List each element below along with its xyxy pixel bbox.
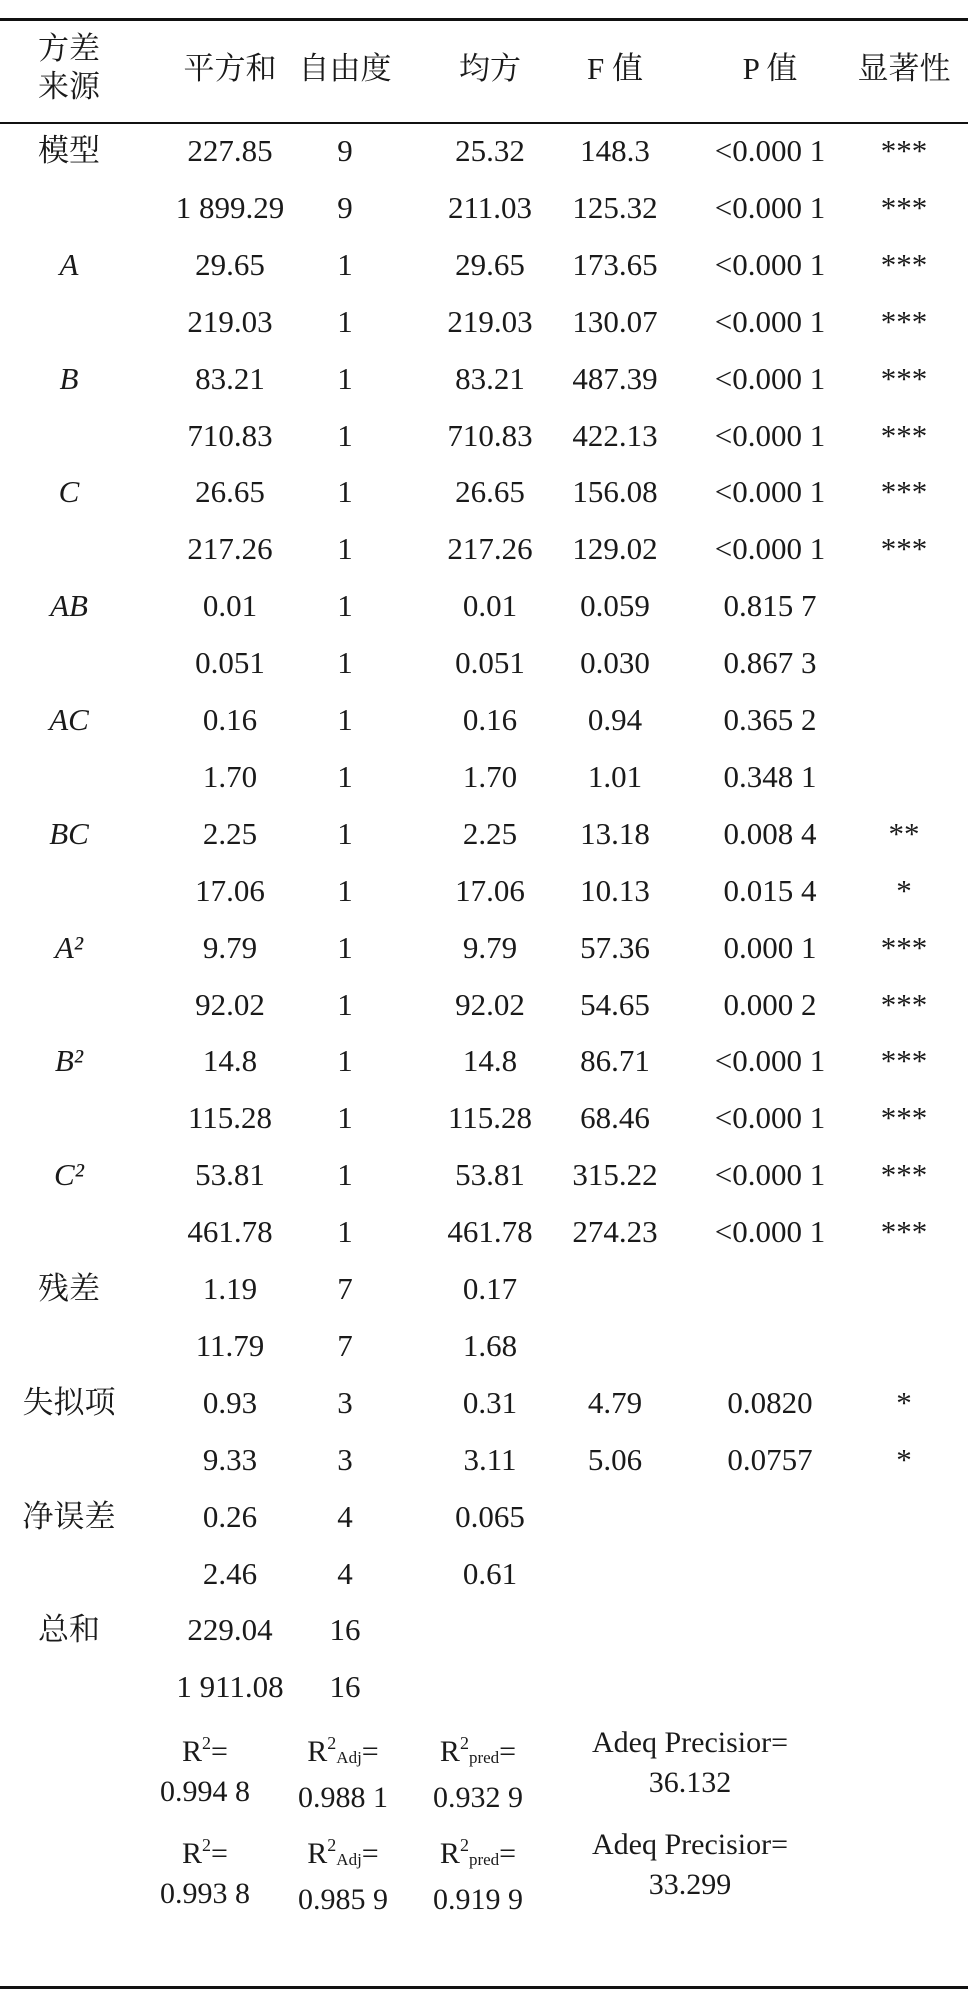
- cell-mean-square: 1.68: [462, 1327, 518, 1363]
- cell-significance: [840, 644, 968, 682]
- cell-mean-square: 53.81: [455, 1157, 525, 1193]
- row-source: [0, 644, 138, 682]
- row-source: C: [58, 474, 80, 510]
- cell-significance: [840, 1611, 968, 1649]
- cell-degrees-of-freedom: 1: [337, 815, 353, 851]
- cell-mean-square: 14.8: [462, 1043, 518, 1079]
- cell-mean-square: 29.65: [455, 246, 525, 282]
- cell-sum-of-squares: 1.19: [202, 1271, 258, 1306]
- top-rule: [0, 18, 968, 21]
- cell-degrees-of-freedom: 4: [337, 1498, 353, 1534]
- header-mean-square: 均方: [459, 51, 521, 86]
- cell-significance: [840, 1668, 968, 1706]
- cell-f-value: 315.22: [572, 1157, 658, 1193]
- cell-significance: [840, 758, 968, 796]
- cell-f-value: 148.3: [580, 133, 650, 168]
- cell-f-value: [545, 1327, 685, 1365]
- predicted-r-squared: $R^2_{pred}=$ 0.919 9: [433, 1835, 523, 1916]
- cell-f-value: 0.94: [587, 702, 643, 737]
- row-source: [0, 1441, 138, 1479]
- cell-degrees-of-freedom: 1: [337, 1157, 353, 1193]
- cell-degrees-of-freedom: 7: [337, 1271, 353, 1306]
- cell-mean-square: 115.28: [447, 1100, 533, 1136]
- cell-significance: *: [896, 1441, 912, 1477]
- cell-sum-of-squares: 9.79: [202, 929, 258, 965]
- row-source: AB: [50, 588, 88, 624]
- cell-sum-of-squares: 17.06: [195, 872, 265, 908]
- cell-f-value: 125.32: [572, 189, 658, 225]
- cell-p-value: 0.365 2: [723, 702, 817, 737]
- cell-degrees-of-freedom: 7: [337, 1327, 353, 1363]
- row-source: [0, 189, 138, 227]
- cell-degrees-of-freedom: 9: [337, 189, 353, 225]
- header-degrees-of-freedom: 自由度: [298, 51, 392, 86]
- cell-significance: ***: [880, 1157, 928, 1193]
- cell-f-value: 4.79: [587, 1384, 643, 1420]
- cell-significance: ***: [880, 986, 928, 1022]
- row-source: [0, 1555, 138, 1593]
- cell-significance: **: [888, 815, 920, 851]
- row-source: [0, 303, 138, 341]
- cell-f-value: 13.18: [580, 815, 650, 851]
- row-source: [0, 758, 138, 796]
- cell-sum-of-squares: 227.85: [187, 133, 273, 168]
- cell-p-value: [680, 1327, 860, 1365]
- cell-f-value: 129.02: [572, 531, 658, 567]
- cell-sum-of-squares: 1 911.08: [176, 1669, 284, 1705]
- adequate-precision: Adeq Precisior= 36.132: [591, 1726, 789, 1799]
- row-source: [0, 872, 138, 910]
- predicted-r-squared: $R^2_{pred}=$ 0.932 9: [433, 1733, 523, 1814]
- cell-p-value: <0.000 1: [714, 1214, 826, 1250]
- cell-significance: ***: [880, 417, 928, 453]
- cell-degrees-of-freedom: 1: [337, 872, 353, 908]
- row-source: 净误差: [22, 1498, 116, 1534]
- r-squared: $R^2=$ 0.994 8: [160, 1733, 250, 1808]
- cell-sum-of-squares: 9.33: [202, 1441, 258, 1477]
- cell-degrees-of-freedom: 1: [337, 1214, 353, 1250]
- cell-sum-of-squares: 29.65: [195, 246, 265, 282]
- cell-mean-square: 0.61: [462, 1555, 518, 1591]
- row-source: B²: [54, 1043, 84, 1079]
- header-rule: [0, 122, 968, 124]
- cell-degrees-of-freedom: 1: [337, 588, 353, 624]
- cell-p-value: <0.000 1: [714, 360, 826, 396]
- cell-sum-of-squares: 2.25: [202, 815, 258, 851]
- cell-sum-of-squares: 0.16: [202, 702, 258, 737]
- cell-p-value: [680, 1555, 860, 1593]
- cell-degrees-of-freedom: 16: [329, 1669, 361, 1705]
- cell-significance: [840, 587, 968, 625]
- header-significance: 显著性: [857, 51, 951, 86]
- r-squared: $R^2=$ 0.993 8: [160, 1835, 250, 1910]
- cell-degrees-of-freedom: 3: [337, 1441, 353, 1477]
- cell-degrees-of-freedom: 1: [337, 360, 353, 396]
- cell-f-value: 54.65: [580, 986, 650, 1022]
- cell-sum-of-squares: 26.65: [195, 474, 265, 510]
- cell-f-value: 10.13: [580, 872, 650, 908]
- cell-p-value: [680, 1668, 860, 1706]
- cell-degrees-of-freedom: 1: [337, 303, 353, 339]
- cell-sum-of-squares: 710.83: [187, 417, 273, 453]
- cell-f-value: 1.01: [587, 758, 643, 794]
- row-source: [0, 417, 138, 455]
- cell-degrees-of-freedom: 1: [337, 246, 353, 282]
- cell-mean-square: 211.03: [447, 189, 533, 225]
- cell-mean-square: 0.065: [455, 1498, 525, 1534]
- row-source: 总和: [38, 1612, 100, 1648]
- cell-significance: [840, 1327, 968, 1365]
- cell-mean-square: 461.78: [447, 1214, 533, 1250]
- row-source: [0, 1099, 138, 1137]
- cell-p-value: [680, 1611, 860, 1649]
- row-source: A: [59, 246, 79, 282]
- row-source: 模型: [38, 133, 100, 168]
- cell-significance: ***: [880, 474, 928, 510]
- cell-p-value: 0.0820: [727, 1384, 813, 1420]
- cell-p-value: <0.000 1: [714, 303, 826, 339]
- cell-mean-square: 710.83: [447, 417, 533, 453]
- row-source: C²: [54, 1157, 84, 1193]
- cell-f-value: 130.07: [572, 303, 658, 339]
- cell-significance: ***: [880, 189, 928, 225]
- cell-f-value: [545, 1555, 685, 1593]
- cell-p-value: 0.008 4: [723, 815, 817, 851]
- cell-degrees-of-freedom: 1: [337, 1100, 353, 1136]
- cell-f-value: [545, 1270, 685, 1308]
- cell-f-value: 156.08: [572, 474, 658, 510]
- header-source: [0, 30, 138, 106]
- cell-significance: *: [896, 1384, 912, 1420]
- cell-p-value: <0.000 1: [714, 133, 826, 168]
- cell-mean-square: 17.06: [455, 872, 525, 908]
- cell-significance: ***: [880, 1100, 928, 1136]
- cell-f-value: 0.030: [580, 645, 650, 681]
- cell-f-value: 274.23: [572, 1214, 658, 1250]
- cell-sum-of-squares: 0.01: [202, 588, 258, 624]
- cell-mean-square: 219.03: [447, 303, 533, 339]
- cell-degrees-of-freedom: 4: [337, 1555, 353, 1591]
- cell-degrees-of-freedom: 1: [337, 531, 353, 567]
- cell-significance: [840, 1498, 968, 1536]
- cell-mean-square: 92.02: [455, 986, 525, 1022]
- row-source: [0, 986, 138, 1024]
- cell-p-value: 0.000 2: [723, 986, 817, 1022]
- cell-f-value: 57.36: [580, 929, 650, 965]
- cell-sum-of-squares: 217.26: [187, 531, 273, 567]
- row-source: 残差: [38, 1271, 100, 1306]
- cell-degrees-of-freedom: 3: [337, 1384, 353, 1420]
- cell-p-value: 0.0757: [727, 1441, 813, 1477]
- cell-sum-of-squares: 14.8: [202, 1043, 258, 1079]
- cell-degrees-of-freedom: 9: [337, 133, 353, 168]
- cell-mean-square: 25.32: [455, 133, 525, 168]
- cell-mean-square: 9.79: [462, 929, 518, 965]
- cell-f-value: 86.71: [580, 1043, 650, 1079]
- cell-p-value: [680, 1498, 860, 1536]
- row-source: AC: [49, 702, 89, 737]
- adjusted-r-squared: $R^2_{Adj}=$ 0.988 1: [298, 1733, 388, 1814]
- cell-p-value: 0.867 3: [723, 645, 817, 681]
- cell-f-value: 5.06: [587, 1441, 643, 1477]
- cell-degrees-of-freedom: 1: [337, 417, 353, 453]
- row-source: 失拟项: [22, 1384, 116, 1420]
- cell-mean-square: [420, 1611, 560, 1649]
- row-source: BC: [49, 815, 89, 851]
- cell-f-value: [545, 1668, 685, 1706]
- cell-sum-of-squares: 229.04: [187, 1612, 273, 1648]
- cell-degrees-of-freedom: 1: [337, 758, 353, 794]
- cell-p-value: 0.015 4: [723, 872, 817, 908]
- cell-p-value: <0.000 1: [714, 531, 826, 567]
- cell-significance: *: [896, 872, 912, 908]
- cell-sum-of-squares: 0.26: [202, 1498, 258, 1534]
- row-source: [0, 1668, 138, 1706]
- cell-p-value: <0.000 1: [714, 417, 826, 453]
- cell-f-value: 0.059: [580, 588, 650, 624]
- cell-f-value: [545, 1498, 685, 1536]
- header-p-value: P 值: [742, 51, 798, 86]
- cell-significance: [840, 1270, 968, 1308]
- header-sum-of-squares: 平方和: [183, 51, 277, 86]
- cell-p-value: <0.000 1: [714, 1100, 826, 1136]
- cell-f-value: [545, 1611, 685, 1649]
- cell-mean-square: 83.21: [455, 360, 525, 396]
- cell-p-value: <0.000 1: [714, 189, 826, 225]
- cell-sum-of-squares: 1.70: [202, 758, 258, 794]
- cell-sum-of-squares: 2.46: [202, 1555, 258, 1591]
- cell-sum-of-squares: 115.28: [187, 1100, 273, 1136]
- cell-degrees-of-freedom: 1: [337, 929, 353, 965]
- cell-mean-square: 0.17: [462, 1271, 518, 1306]
- cell-p-value: 0.000 1: [723, 929, 817, 965]
- cell-degrees-of-freedom: 1: [337, 1043, 353, 1079]
- cell-p-value: <0.000 1: [714, 246, 826, 282]
- cell-mean-square: 0.051: [455, 645, 525, 681]
- cell-significance: ***: [880, 1043, 928, 1079]
- cell-mean-square: 0.16: [462, 702, 518, 737]
- cell-degrees-of-freedom: 16: [329, 1612, 361, 1648]
- header-source-line1: 方差: [38, 31, 100, 66]
- cell-significance: ***: [880, 246, 928, 282]
- cell-significance: ***: [880, 360, 928, 396]
- cell-f-value: 422.13: [572, 417, 658, 453]
- cell-p-value: <0.000 1: [714, 1157, 826, 1193]
- cell-significance: ***: [880, 1214, 928, 1250]
- row-source: [0, 1213, 138, 1251]
- row-source: B: [59, 360, 79, 396]
- cell-significance: [840, 701, 968, 739]
- cell-mean-square: 26.65: [455, 474, 525, 510]
- cell-mean-square: 0.31: [462, 1384, 518, 1420]
- cell-f-value: 487.39: [572, 360, 658, 396]
- cell-p-value: <0.000 1: [714, 474, 826, 510]
- cell-significance: ***: [880, 531, 928, 567]
- row-source: [0, 530, 138, 568]
- cell-f-value: 68.46: [580, 1100, 650, 1136]
- cell-mean-square: 1.70: [462, 758, 518, 794]
- row-source: [0, 1327, 138, 1365]
- header-source-line2: 来源: [38, 69, 100, 104]
- cell-mean-square: 217.26: [447, 531, 533, 567]
- cell-significance: ***: [880, 929, 928, 965]
- cell-degrees-of-freedom: 1: [337, 645, 353, 681]
- cell-significance: ***: [880, 133, 928, 168]
- bottom-rule: [0, 1986, 968, 1989]
- cell-degrees-of-freedom: 1: [337, 702, 353, 737]
- cell-p-value: 0.815 7: [723, 588, 817, 624]
- header-f-value: F 值: [587, 51, 643, 86]
- cell-p-value: 0.348 1: [723, 758, 817, 794]
- cell-sum-of-squares: 83.21: [195, 360, 265, 396]
- row-source: A²: [54, 929, 84, 965]
- cell-sum-of-squares: 0.93: [202, 1384, 258, 1420]
- cell-mean-square: 0.01: [462, 588, 518, 624]
- adjusted-r-squared: $R^2_{Adj}=$ 0.985 9: [298, 1835, 388, 1916]
- cell-sum-of-squares: 92.02: [195, 986, 265, 1022]
- cell-mean-square: [420, 1668, 560, 1706]
- cell-sum-of-squares: 0.051: [195, 645, 265, 681]
- cell-significance: ***: [880, 303, 928, 339]
- cell-sum-of-squares: 53.81: [195, 1157, 265, 1193]
- cell-sum-of-squares: 219.03: [187, 303, 273, 339]
- cell-degrees-of-freedom: 1: [337, 986, 353, 1022]
- cell-sum-of-squares: 1 899.29: [175, 189, 285, 225]
- cell-sum-of-squares: 11.79: [195, 1327, 265, 1363]
- cell-mean-square: 3.11: [463, 1441, 517, 1477]
- cell-mean-square: 2.25: [462, 815, 518, 851]
- cell-significance: [840, 1555, 968, 1593]
- cell-p-value: [680, 1270, 860, 1308]
- cell-degrees-of-freedom: 1: [337, 474, 353, 510]
- cell-f-value: 173.65: [572, 246, 658, 282]
- adequate-precision: Adeq Precisior= 33.299: [591, 1828, 789, 1901]
- cell-sum-of-squares: 461.78: [187, 1214, 273, 1250]
- cell-p-value: <0.000 1: [714, 1043, 826, 1079]
